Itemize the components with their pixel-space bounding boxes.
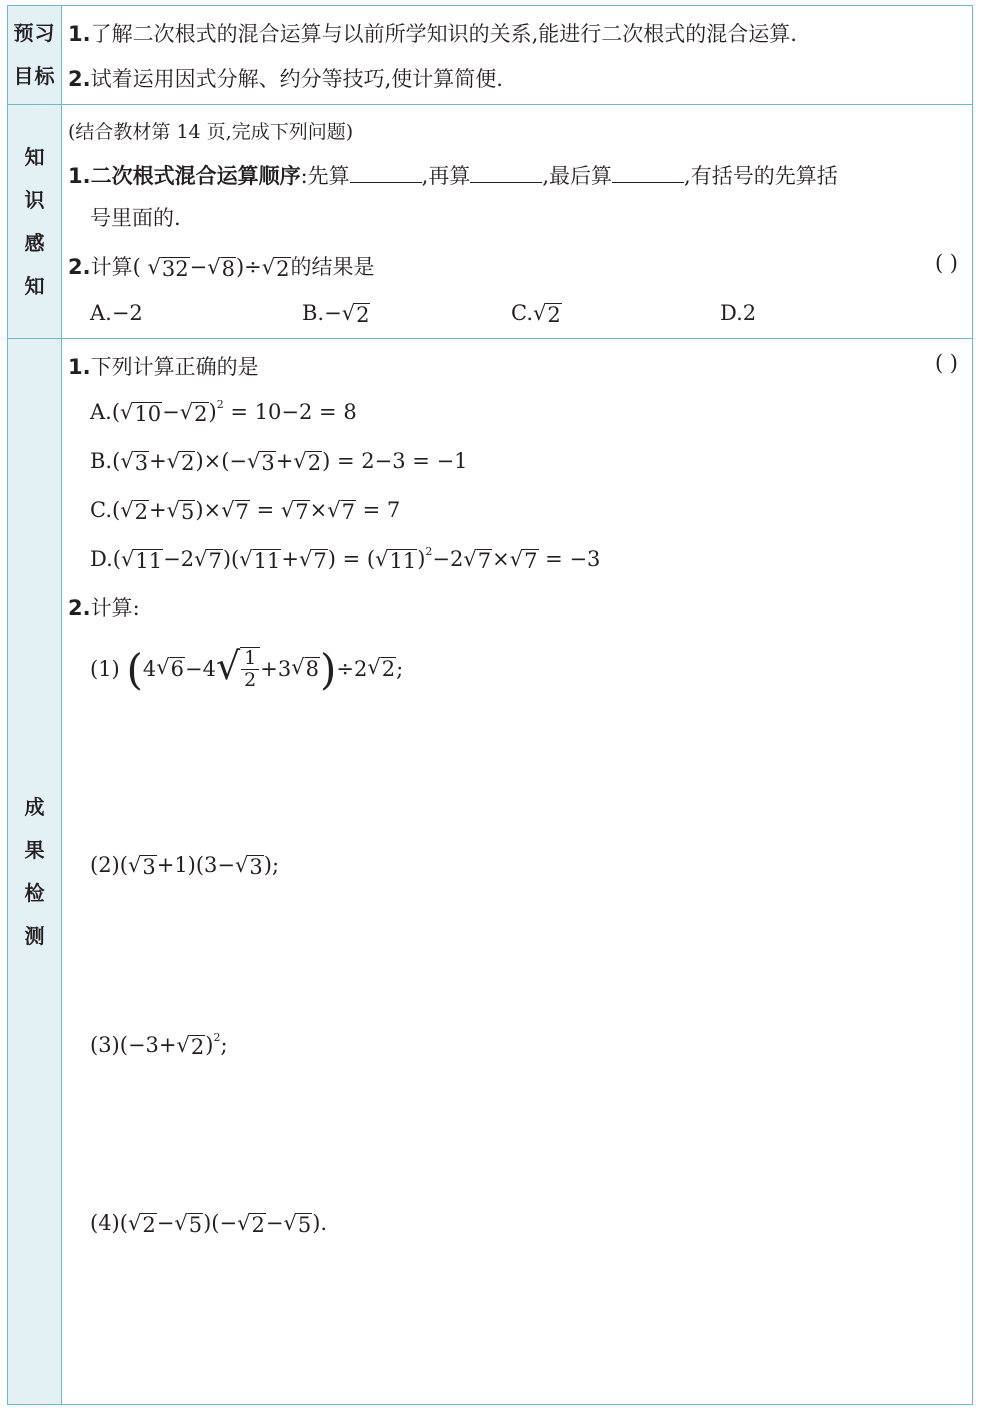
expr-text: × xyxy=(492,547,510,571)
sqrt-expression: √ 2 xyxy=(179,400,208,426)
radicand: 3 xyxy=(249,855,263,879)
radicand: 2 xyxy=(194,402,208,426)
sqrt-expression: √ 11 xyxy=(120,547,163,573)
results-q1-number: 1. xyxy=(68,355,91,379)
expr-text: 的结果是 xyxy=(290,255,375,279)
expr-text: (−3+ xyxy=(119,1033,177,1057)
denominator: 2 xyxy=(244,669,257,691)
fill-blank-1[interactable] xyxy=(350,164,422,183)
sqrt-expression: √ 2 xyxy=(120,498,148,524)
goals-label xyxy=(8,6,62,104)
expr-text: = xyxy=(249,498,281,522)
expr-text: 计算( xyxy=(90,255,141,279)
radicand: 2 xyxy=(307,451,322,475)
results-q2-text: 计算: xyxy=(90,596,140,620)
expr-text: ) = ( xyxy=(327,547,376,571)
sqrt-expression: √ 2 xyxy=(533,301,561,327)
radicand: 6 xyxy=(170,657,184,682)
problem-2-label: (2) xyxy=(90,853,120,877)
expr-text: ) xyxy=(417,547,426,571)
results-label-char: 果 xyxy=(24,837,45,862)
radicand: 7 xyxy=(295,500,309,524)
radicand: 2 xyxy=(142,1213,156,1237)
sqrt-expression: √ 5 xyxy=(283,1211,312,1237)
problem-1: (1) ( 4 √ 6 −4 √ $\frac{1}{2}$ +3 √ 8 ) ÷2 √ 2 ; xyxy=(90,644,404,694)
radicand: 2 xyxy=(190,1035,205,1059)
fraction xyxy=(241,648,259,691)
sqrt-expression: √ 11 xyxy=(239,547,281,573)
problem-3-label: (3) xyxy=(90,1033,120,1057)
goal-item-1 xyxy=(68,18,797,48)
sqrt-expression: √ 3 xyxy=(235,853,263,879)
radicand: 32 xyxy=(161,257,189,281)
goal-item-2 xyxy=(68,63,503,93)
knowledge-q2-options xyxy=(90,301,790,331)
problem-2 xyxy=(90,853,279,878)
knowledge-q1-text-b: ,再算 xyxy=(421,164,471,188)
sqrt-expression: √ 8 xyxy=(291,655,319,682)
sqrt-expression: √ 2 xyxy=(341,301,370,327)
answer-bracket[interactable]: ( ) xyxy=(934,251,958,275)
expr-text: = 7 xyxy=(355,498,401,522)
radicand: 8 xyxy=(221,257,235,281)
problem-4 xyxy=(90,1211,327,1236)
sqrt-expression: √ 2 xyxy=(127,1211,156,1237)
radicand: 2 xyxy=(251,1213,265,1237)
knowledge-label-char: 识 xyxy=(24,187,45,212)
knowledge-row xyxy=(8,105,972,339)
expr-text: ; xyxy=(220,1033,228,1057)
knowledge-q1-number: 1. xyxy=(68,164,91,188)
expr-text: +3 xyxy=(260,657,292,681)
knowledge-label-char: 感 xyxy=(24,230,45,255)
sqrt-expression: √ 3 xyxy=(247,449,275,475)
expr-text: D.( xyxy=(90,547,121,571)
goals-label-line1: 预习 xyxy=(13,21,56,45)
sqrt-fraction: √ $\frac{1}{2}$ xyxy=(216,647,260,691)
option-b[interactable] xyxy=(302,301,370,326)
goal-1-text: 了解二次根式的混合运算与以前所学知识的关系,能进行二次根式的混合运算. xyxy=(90,22,797,46)
expr-text: )×(− xyxy=(195,449,248,473)
radicand: 5 xyxy=(180,500,195,524)
knowledge-q1-continuation: 号里面的. xyxy=(90,206,181,230)
expr-text: − xyxy=(162,400,180,424)
sqrt-expression: √ 7 xyxy=(509,547,538,573)
radicand: 10 xyxy=(134,402,162,426)
expr-text: ). xyxy=(312,1211,328,1235)
radicand: 5 xyxy=(188,1213,203,1237)
sqrt-expression: √ 8 xyxy=(207,255,235,281)
sqrt-expression: √ 2 xyxy=(261,255,290,281)
option-b-prefix: B.− xyxy=(302,301,342,325)
expr-text: + xyxy=(148,498,167,522)
results-row xyxy=(8,339,972,1404)
expr-text: −2 xyxy=(432,547,464,571)
results-option-b[interactable] xyxy=(90,449,468,474)
expr-text: ); xyxy=(263,853,280,877)
results-label-char: 测 xyxy=(24,923,45,948)
expr-text: ( xyxy=(119,1211,128,1235)
sqrt-expression: √ 5 xyxy=(166,498,195,524)
radicand: 2 xyxy=(356,303,370,327)
fill-blank-2[interactable] xyxy=(470,164,542,183)
expr-text: − xyxy=(189,255,208,279)
knowledge-label-char: 知 xyxy=(24,144,45,169)
radicand: 7 xyxy=(208,549,222,573)
results-q1 xyxy=(68,351,259,381)
option-a[interactable]: A.−2 xyxy=(90,301,143,325)
option-c[interactable] xyxy=(511,301,562,326)
knowledge-q1-text-a: :先算 xyxy=(300,164,350,188)
results-option-c[interactable] xyxy=(90,498,400,523)
expr-text: + xyxy=(281,547,299,571)
expr-text: + xyxy=(149,449,167,473)
numerator: 1 xyxy=(241,648,259,670)
radicand: 2 xyxy=(381,657,396,682)
expr-text: )× xyxy=(195,498,222,522)
answer-bracket[interactable]: ( ) xyxy=(934,351,958,375)
expr-text: −4 xyxy=(184,657,216,681)
radicand: 3 xyxy=(261,451,275,475)
option-c-prefix: C. xyxy=(511,301,533,325)
sqrt-expression: √ 7 xyxy=(298,547,327,573)
sqrt-expression: √ 2 xyxy=(367,655,396,682)
sqrt-expression: √ 11 xyxy=(375,547,417,573)
sqrt-expression: √ 2 xyxy=(166,449,195,475)
radicand: 7 xyxy=(524,549,538,573)
sqrt-expression: √ 7 xyxy=(221,498,249,524)
knowledge-q1-bold-term: 二次根式混合运算顺序 xyxy=(90,164,301,188)
goals-row xyxy=(8,6,972,105)
radicand: 3 xyxy=(134,451,149,475)
expr-text: ( xyxy=(119,853,128,877)
knowledge-q1 xyxy=(68,160,838,190)
radicand: 11 xyxy=(135,549,163,573)
goal-2-number: 2. xyxy=(68,67,91,91)
expr-text: + xyxy=(275,449,294,473)
expr-text: 4 xyxy=(142,657,157,681)
sqrt-expression: √ 7 xyxy=(194,547,222,573)
results-label xyxy=(8,339,62,1404)
fill-blank-3[interactable] xyxy=(612,164,684,183)
radicand: 2 xyxy=(276,257,290,281)
radicand: 2 xyxy=(547,303,561,327)
expr-text: ) xyxy=(205,1033,214,1057)
expr-text: = −3 xyxy=(538,547,601,571)
sqrt-expression: √ 10 xyxy=(120,400,162,426)
radicand: 7 xyxy=(477,549,492,573)
expr-text: C.( xyxy=(90,498,121,522)
knowledge-q2-number: 2. xyxy=(68,255,91,279)
knowledge-label xyxy=(8,105,62,338)
sqrt-expression: √ 7 xyxy=(463,547,492,573)
radicand: 7 xyxy=(341,500,355,524)
knowledge-intro: (结合教材第 14 页,完成下列问题) xyxy=(68,121,354,143)
expr-text: ÷2 xyxy=(336,657,368,681)
sqrt-expression: √ 3 xyxy=(120,449,149,475)
radicand: 3 xyxy=(142,855,156,879)
radicand: 7 xyxy=(235,500,249,524)
expr-text: × xyxy=(309,498,328,522)
expr-text: = 10−2 = 8 xyxy=(223,400,357,424)
goal-1-number: 1. xyxy=(68,22,91,46)
expr-text: ; xyxy=(396,657,404,681)
expr-text: )÷ xyxy=(235,255,262,279)
radicand: 2 xyxy=(134,500,148,524)
knowledge-label-char: 知 xyxy=(24,273,45,298)
worksheet-table xyxy=(7,5,973,1405)
expr-text: ) xyxy=(208,400,217,424)
expr-text: )(− xyxy=(203,1211,238,1235)
radicand: 8 xyxy=(305,657,319,682)
results-q1-text: 下列计算正确的是 xyxy=(90,355,259,379)
sqrt-expression: √ 2 xyxy=(293,449,322,475)
sqrt-expression: √ 32 xyxy=(147,255,189,281)
sqrt-expression: √ 6 xyxy=(156,655,184,682)
expr-text: −2 xyxy=(163,547,195,571)
radicand: 2 xyxy=(181,451,195,475)
expr-text: +1)(3− xyxy=(156,853,236,877)
sqrt-expression: √ 2 xyxy=(176,1033,205,1059)
exponent: 2 xyxy=(213,1031,221,1044)
sqrt-expression: √ 5 xyxy=(174,1211,203,1237)
problem-4-label: (4) xyxy=(90,1211,120,1235)
expr-text: B.( xyxy=(90,449,121,473)
radicand: 5 xyxy=(297,1213,312,1237)
results-q2-number: 2. xyxy=(68,596,91,620)
expr-text: )( xyxy=(222,547,240,571)
expr-text: ) = 2−3 = −1 xyxy=(322,449,468,473)
results-label-char: 检 xyxy=(24,880,45,905)
knowledge-q1-text-c: ,最后算 xyxy=(542,164,613,188)
knowledge-q2 xyxy=(68,251,375,281)
option-d[interactable]: D.2 xyxy=(720,301,757,325)
expr-text: − xyxy=(265,1211,284,1235)
radicand: 11 xyxy=(253,549,281,573)
knowledge-q1-text-d: ,有括号的先算括 xyxy=(684,164,838,188)
results-label-char: 成 xyxy=(24,794,45,819)
exponent: 2 xyxy=(425,545,433,558)
expr-text: − xyxy=(156,1211,175,1235)
results-option-d[interactable] xyxy=(90,547,600,572)
sqrt-expression: √ 7 xyxy=(280,498,309,524)
exponent: 2 xyxy=(216,398,224,411)
sqrt-expression: √ 3 xyxy=(127,853,156,879)
goal-2-text: 试着运用因式分解、约分等技巧,使计算简便. xyxy=(90,67,503,91)
results-option-a[interactable] xyxy=(90,400,357,425)
sqrt-expression: √ 2 xyxy=(237,1211,265,1237)
results-q2 xyxy=(68,592,140,622)
radicand: 11 xyxy=(389,549,417,573)
expr-text: A.( xyxy=(90,400,121,424)
radicand: 7 xyxy=(313,549,327,573)
problem-1-label: (1) xyxy=(90,657,120,681)
problem-3 xyxy=(90,1033,228,1058)
goals-label-line2: 目标 xyxy=(13,64,56,88)
sqrt-expression: √ 7 xyxy=(327,498,355,524)
